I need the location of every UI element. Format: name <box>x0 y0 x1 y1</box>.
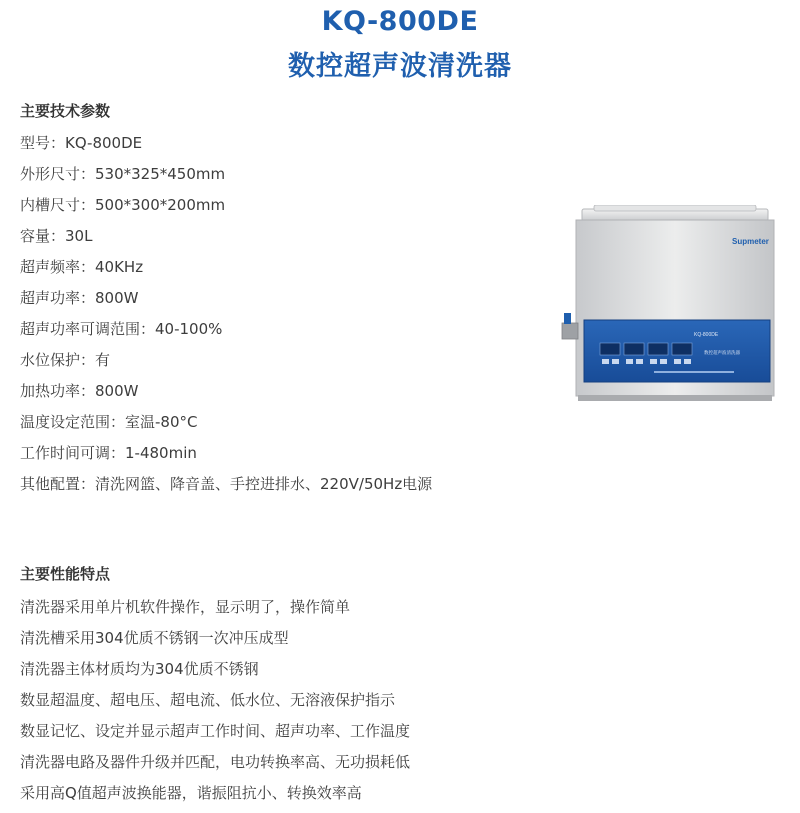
panel-button <box>684 359 691 364</box>
feature-item: 采用高Q值超声波换能器，谐振阻抗小、转换效率高 <box>20 784 362 802</box>
spec-item: 容量：30L <box>20 227 93 245</box>
spec-item: 超声功率：800W <box>20 289 139 307</box>
feature-item: 清洗器主体材质均为304优质不锈钢 <box>20 660 259 678</box>
spec-item: 内槽尺寸：500*300*200mm <box>20 196 226 214</box>
specs-heading: 主要技术参数 <box>20 102 111 120</box>
spec-list <box>20 128 432 500</box>
display-4 <box>672 343 692 355</box>
spec-item: 水位保护：有 <box>20 351 111 369</box>
panel-footer-line <box>654 371 734 373</box>
panel-button <box>626 359 633 364</box>
drain-valve <box>562 323 578 339</box>
display-2 <box>624 343 644 355</box>
spec-item: 超声功率可调范围：40-100% <box>20 320 223 338</box>
features-heading: 主要性能特点 <box>20 565 111 583</box>
feature-list <box>20 592 410 809</box>
brand-logo: Supmeter <box>732 237 769 246</box>
feature-item: 数显超温度、超电压、超电流、低水位、无溶液保护指示 <box>20 691 396 709</box>
spec-item: 温度设定范围：室温-80°C <box>20 413 198 431</box>
spec-item: 工作时间可调：1-480min <box>20 444 197 462</box>
display-1 <box>600 343 620 355</box>
panel-button <box>650 359 657 364</box>
display-3 <box>648 343 668 355</box>
feature-item: 清洗器电路及器件升级并匹配，电功转换率高、无功损耗低 <box>20 753 411 771</box>
feature-item: 清洗器采用单片机软件操作，显示明了，操作简单 <box>20 598 351 616</box>
spec-item: 加热功率：800W <box>20 382 139 400</box>
panel-button <box>636 359 643 364</box>
panel-button <box>660 359 667 364</box>
panel-button <box>612 359 619 364</box>
ultrasonic-cleaner-image <box>554 205 786 403</box>
feature-item: 数显记忆、设定并显示超声工作时间、超声功率、工作温度 <box>20 722 411 740</box>
feature-item: 清洗槽采用304优质不锈钢一次冲压成型 <box>20 629 289 647</box>
panel-product-label: 数控超声波清洗器 <box>704 350 740 355</box>
panel-button <box>602 359 609 364</box>
lid-handle <box>594 205 756 211</box>
panel-button <box>674 359 681 364</box>
spec-item: 超声频率：40KHz <box>20 258 144 276</box>
panel-model-label: KQ-800DE <box>694 332 719 338</box>
spec-item: 其他配置：清洗网篮、降音盖、手控进排水、220V/50Hz电源 <box>20 475 433 493</box>
base <box>578 395 772 401</box>
product-title: 数控超声波清洗器 <box>288 51 512 82</box>
spec-item: 型号：KQ-800DE <box>20 134 143 152</box>
spec-item: 外形尺寸：530*325*450mm <box>20 165 226 183</box>
model-title: KQ-800DE <box>321 6 479 37</box>
valve-knob <box>564 313 571 324</box>
